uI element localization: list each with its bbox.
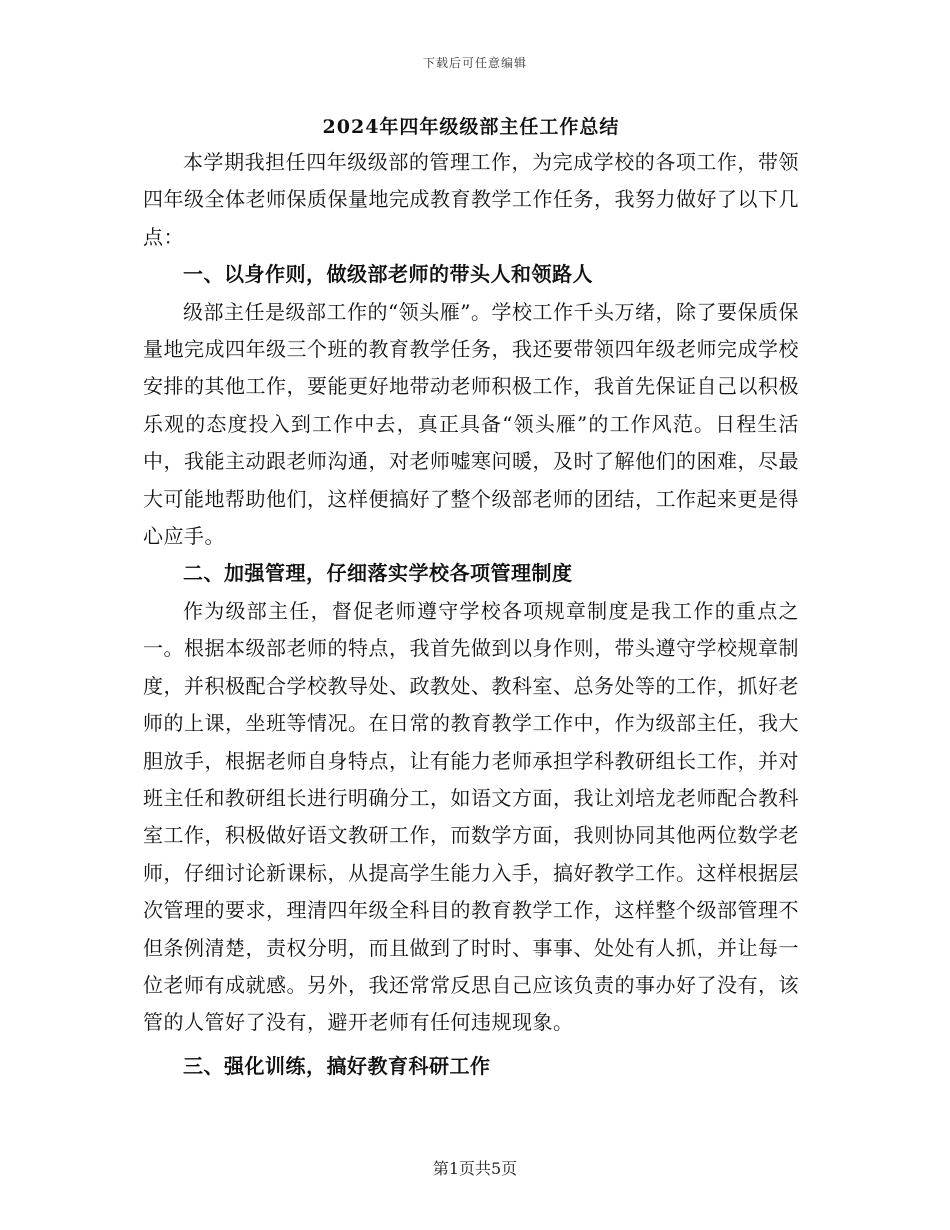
document-body (143, 112, 799, 1085)
intro-paragraph: 本学期我担任四年级级部的管理工作，为完成学校的各项工作，带领四年级全体老师保质保量地完成教育教学工作任务，我努力做好了以下几点： (143, 150, 799, 249)
page-number: 第1页共5页 (432, 1159, 518, 1178)
header-note: 下载后可任意编辑 (422, 56, 527, 70)
section-2-heading: 二、加强管理，仔细落实学校各项管理制度 (183, 561, 573, 586)
section-1-body: 级部主任是级部工作的“领头雁”。学校工作千头万绪，除了要保质保量地完成四年级三个班的教育教学任务，我还要带领四年级老师完成学校安排的其他工作，要能更好地带动老师积极工作，我首先保证自己以积极乐观的态度投入到工作中去，真正具备“领头雁”的工作风范。日程生活中，我能主动跟老师沟通，对老师嘘寒问暖，及时了解他们的困难，尽最大可能地帮助他们，这样便搞好了整个级部老师的团结，工作起来更是得心应手。 (143, 299, 799, 549)
section-1-heading: 一、以身作则，做级部老师的带头人和领路人 (183, 262, 593, 287)
section-2-body: 作为级部主任，督促老师遵守学校各项规章制度是我工作的重点之一。根据本级部老师的特点，我首先做到以身作则，带头遵守学校规章制度，并积极配合学校教导处、政教处、教科室、总务处等的工作，抓好老师的上课，坐班等情况。在日常的教育教学工作中，作为级部主任，我大胆放手，根据老师自身特点，让有能力老师承担学科教研组长工作，并对班主任和教研组长进行明确分工，如语文方面，我让刘培龙老师配合教科室工作，积极做好语文教研工作，而数学方面，我则协同其他两位数学老师，仔细讨论新课标，从提高学生能力入手，搞好教学工作。这样根据层次管理的要求，理清四年级全科目的教育教学工作，这样整个级部管理不但条例清楚，责权分明，而且做到了时时、事事、处处有人抓，并让每一位老师有成就感。另外，我还常常反思自己应该负责的事办好了没有，该管的人管好了没有，避开老师有任何违规现象。 (143, 598, 799, 1035)
section-3-heading: 三、强化训练，搞好教育科研工作 (183, 1053, 491, 1078)
document-title: 2024年四年级级部主任工作总结 (322, 116, 620, 138)
